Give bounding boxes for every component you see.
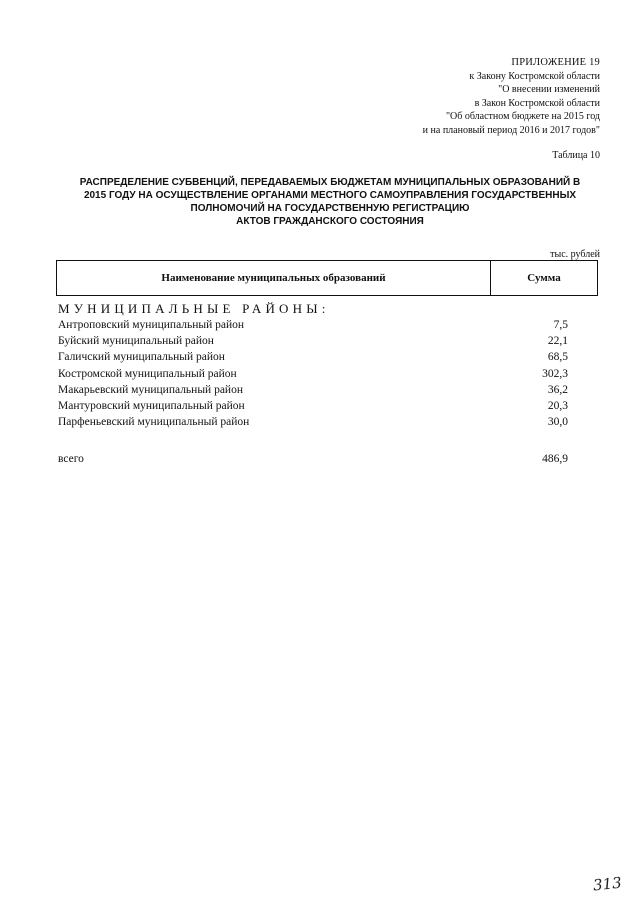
title-line: РАСПРЕДЕЛЕНИЕ СУБВЕНЦИЙ, ПЕРЕДАВАЕМЫХ БЮДЖЕТАМ МУНИЦИПАЛЬНЫХ ОБРАЗОВАНИЙ В xyxy=(79,177,581,188)
title-line: АКТОВ ГРАЖДАНСКОГО СОСТОЯНИЯ xyxy=(236,216,424,227)
row-value: 302,3 xyxy=(542,367,568,380)
total-label: всего xyxy=(58,453,84,465)
appendix-line: ПРИЛОЖЕНИЕ 19 xyxy=(511,57,600,68)
handwritten-page-number: 313 xyxy=(592,873,623,895)
row-value: 7,5 xyxy=(553,319,568,331)
row-name: Галичский муниципальный район xyxy=(58,351,225,364)
title-line: 2015 ГОДУ НА ОСУЩЕСТВЛЕНИЕ ОРГАНАМИ МЕСТНОГО САМОУПРАВЛЕНИЯ ГОСУДАРСТВЕННЫХ xyxy=(83,190,577,201)
row-name: Парфеньевский муниципальный район xyxy=(58,416,250,429)
row-value: 22,1 xyxy=(547,335,568,348)
table-row xyxy=(58,400,568,416)
table-header xyxy=(56,260,598,296)
appendix-line: к Закону Костромской области xyxy=(469,70,600,82)
header-name-column: Наименование муниципальных образований xyxy=(57,261,491,295)
table-row xyxy=(58,335,568,351)
title-line: ПОЛНОМОЧИЙ НА ГОСУДАРСТВЕННУЮ РЕГИСТРАЦИЮ xyxy=(190,203,470,214)
table-row xyxy=(58,368,568,384)
row-value: 30,0 xyxy=(547,416,568,429)
row-name: Буйский муниципальный район xyxy=(58,335,214,348)
table-body xyxy=(58,319,568,432)
row-name: Костромской муниципальный район xyxy=(58,367,237,380)
row-value: 36,2 xyxy=(547,383,568,396)
appendix-header xyxy=(423,56,600,137)
appendix-line: "О внесении изменений xyxy=(498,84,600,95)
appendix-line: и на плановый период 2016 и 2017 годов" xyxy=(422,124,600,136)
row-value: 20,3 xyxy=(547,399,568,412)
header-sum-column: Сумма xyxy=(527,272,561,284)
table-row xyxy=(58,384,568,400)
units-label: тыс. рублей xyxy=(550,249,600,260)
row-name: Макарьевский муниципальный район xyxy=(58,383,243,396)
section-title: МУНИЦИПАЛЬНЫЕ РАЙОНЫ: xyxy=(58,301,330,316)
appendix-line: в Закон Костромской области xyxy=(474,97,600,109)
table-row xyxy=(58,319,568,335)
total-value: 486,9 xyxy=(542,453,568,465)
row-name: Мантуровский муниципальный район xyxy=(58,399,245,412)
total-row xyxy=(58,453,568,465)
appendix-line: "Об областном бюджете на 2015 год xyxy=(445,111,600,122)
document-title xyxy=(50,176,610,228)
table-row xyxy=(58,416,568,432)
row-value: 68,5 xyxy=(547,351,568,364)
table-number: Таблица 10 xyxy=(552,150,600,161)
table-row xyxy=(58,351,568,367)
row-name: Антроповский муниципальный район xyxy=(58,319,245,331)
